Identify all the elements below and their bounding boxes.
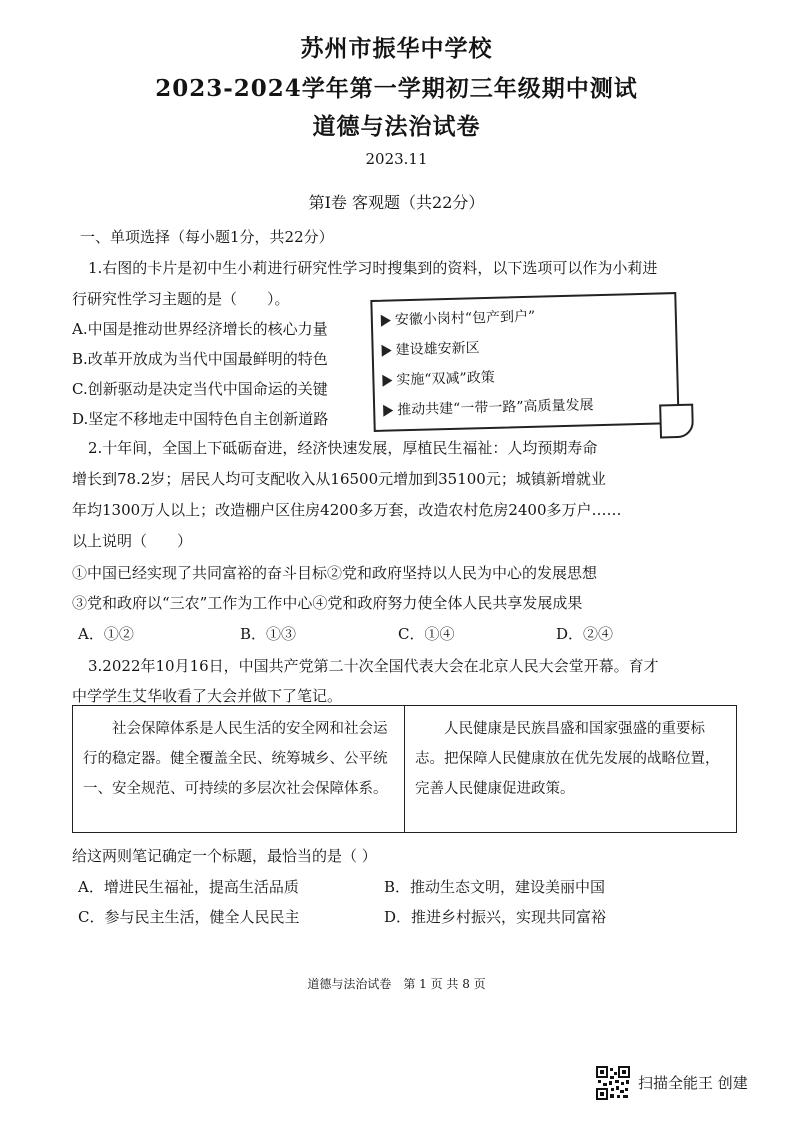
exam-date: 2023.11 (365, 150, 428, 168)
page-footer: 道德与法治试卷 第 1 页 共 8 页 (307, 977, 486, 991)
q1-stem-cont: 行研究性学习主题的是（ ）。 (72, 290, 290, 308)
q2-stem-cont: 增长到78.2岁；居民人均可支配收入从16500元增加到35100元；城镇新增就业 (72, 470, 606, 488)
card-item: 实施“双减”政策 (382, 367, 495, 390)
notes-table (72, 705, 737, 833)
q2-option-d: D．②④ (556, 625, 614, 643)
q3-stem: 3.2022年10月16日，中国共产党第二十次全国代表大会在北京人民大会堂开幕。育才 (88, 657, 659, 675)
triangle-bullet-icon (382, 374, 392, 386)
q2-option-b: B．①③ (240, 625, 297, 643)
q1-option-c: C.创新驱动是决定当代中国命运的关键 (72, 380, 328, 398)
q2-stem-cont: 年均1300万人以上；改造棚户区住房4200多万套，改造农村危房2400多万户…… (72, 501, 622, 519)
q1-option-b: B.改革开放成为当代中国最鲜明的特色 (72, 350, 328, 368)
q2-statements: ①中国已经实现了共同富裕的奋斗目标②党和政府坚持以人民为中心的发展思想 (72, 564, 598, 582)
q2-stem-cont: 以上说明（ ） (72, 532, 193, 550)
q3-option-d: D．推进乡村振兴，实现共同富裕 (384, 908, 607, 926)
q2-stem: 2.十年间，全国上下砥砺奋进，经济快速发展，厚植民生福祉：人均预期寿命 (88, 439, 598, 457)
note-right: 人民健康是民族昌盛和国家强盛的重要标志。把保障人民健康放在优先发展的战略位置，完善人民健康促进政策。 (405, 706, 737, 833)
exam-title: 2023-2024学年第一学期初三年级期中测试 (155, 75, 638, 102)
section-heading: 一、单项选择（每小题1分，共22分） (80, 228, 334, 246)
q3-question: 给这两则笔记确定一个标题，最恰当的是（ ） (72, 847, 377, 865)
qr-code-icon (596, 1066, 630, 1100)
q2-option-a: A．①② (78, 625, 134, 643)
q1-option-d: D.坚定不移地走中国特色自主创新道路 (72, 410, 329, 428)
q1-stem: 1.右图的卡片是初中生小莉进行研究性学习时搜集到的资料，以下选项可以作为小莉进 (88, 259, 658, 277)
q2-statements: ③党和政府以“三农”工作为工作中心④党和政府努力使全体人民共享发展成果 (72, 594, 583, 612)
q3-option-b: B．推动生态文明，建设美丽中国 (384, 878, 606, 896)
page-curl-icon (659, 404, 694, 439)
triangle-bullet-icon (383, 404, 393, 416)
triangle-bullet-icon (381, 344, 391, 356)
research-card (370, 292, 679, 432)
q3-stem-cont: 中学学生艾华收看了大会并做下了笔记。 (72, 687, 343, 705)
note-left: 社会保障体系是人民生活的安全网和社会运行的稳定器。健全覆盖全民、统筹城乡、公平统一、安全规范、可持续的多层次社会保障体系。 (73, 706, 405, 833)
card-item: 建设雄安新区 (381, 337, 479, 360)
card-item: 推动共建“一带一路”高质量发展 (383, 394, 594, 419)
triangle-bullet-icon (381, 314, 391, 326)
part-heading: 第Ⅰ卷 客观题（共22分） (308, 193, 485, 212)
q3-option-a: A．增进民生福祉，提高生活品质 (78, 878, 299, 896)
subject-title: 道德与法治试卷 (312, 113, 481, 140)
q1-option-a: A.中国是推动世界经济增长的核心力量 (72, 320, 328, 338)
q3-option-c: C．参与民主生活，健全人民民主 (78, 908, 300, 926)
card-item: 安徽小岗村“包产到户” (381, 306, 536, 330)
school-name: 苏州市振华中学校 (300, 35, 493, 62)
q2-option-c: C．①④ (398, 625, 455, 643)
scanner-watermark: 扫描全能王 创建 (638, 1074, 748, 1092)
